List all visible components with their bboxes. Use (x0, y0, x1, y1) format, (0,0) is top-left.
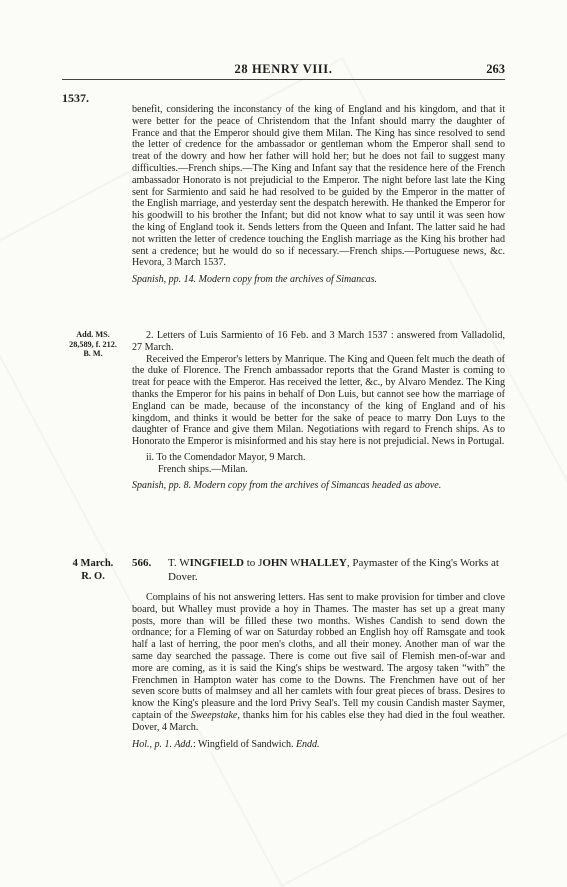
title-to-first-rest: OHN (262, 557, 288, 569)
title-to: to (246, 557, 256, 569)
entry-b-sub-2: French ships.—Milan. (158, 463, 248, 475)
entry-566-add-text: : Wingfield of Sandwich. (192, 738, 294, 750)
title-to-last-rest: HALLEY (300, 557, 347, 569)
ship-name: Sweepstake (190, 709, 238, 721)
year-marker: 1537. (62, 91, 89, 105)
source-archive-b: Modern copy from the archives of Simancas headed as above. (193, 479, 442, 491)
entry-566-body (132, 592, 505, 751)
entry-566-source (132, 739, 505, 751)
entry-continuation (132, 104, 505, 286)
entry-566-endd: Endd. (295, 738, 320, 750)
title-to-last-initial: W (289, 557, 301, 569)
entry-566-number: 566. (132, 557, 152, 569)
entry-continuation-text: benefit, considering the inconstancy of the king of England and his kingdom, and that it were better for the peace of Christendom that the Infant should marry the daughter of France and that the Emperor should give them Milan. The King has since resolved to send the letter of credence for the ambassador or gentleman whom the Emperor shall send to treat of the dowry and how her father will hold her; but he does not fail to suggest many difficulties.—French ships.—The King and Infant say that the residence here of the French ambassador Honorato is not prejudicial to the Emperor. The night before last late the King sent for Sarmiento and said he had resolved to be guided by the Emperor in the matter of the English marriage, and yesterday sent the despatch herewith. He thanked the Emperor for his goodwill to his brother the Infant; but did not know what to say until it was seen how the king of England took it. Sends letters from the Queen and Infant. The latter said he had not written the letter of credence touching the English marriage as the King his brother had sent a credence; but he would do so if necessary.—French ships.—Portuguese news, &c. Hevora, 3 March 1537. (132, 104, 505, 269)
title-tail: , Paymaster of the King's Works at Dover. (168, 557, 499, 583)
running-head: 28 HENRY VIII. (234, 62, 333, 76)
entry-566-title (168, 557, 506, 584)
entry-b-text: Received the Emperor's letters by Manrique. The King and Queen felt much the death of the duke of Florence. The French ambassador reports that the Grand Master is coming to treat for peace with the Emperor. Has received the letter, &c., by Alvaro Mendez. The King thanks the Emperor for his pains in behalf of Don Luis, but cannot see how the marriage of England can be made, because of the inconstancy of the king of England and of his kingdom, and thinks it would be better for the sake of peace to marry Don Luys to the daughter of France and give them Milan. Negotiations with regard to French ships. As to Honorato the Emperor is misinformed and his stay here is not prejudicial. News in Portugal. (132, 353, 505, 448)
page-number: 263 (486, 62, 505, 76)
entry-566-text-1: Complains of his not answering letters. Has sent to make provision for timber and clove board, but Whalley must provide a hoy in Thames. The master has set up a great many posts, more than will be filled these two months. Wishes Candish to send down the ordnance; for a Fleming of war on Saturday robbed an English hoy off Ramsgate and took half a last of herring, the poor men's cloths, and all their money. Another man of war the same day searched the passage. There is come out five sail of Flemish men-of-war and more are coming, as it is said the King's ships be westward. The argosy taken “with” the Frenchmen in Hampton water has come to the Downs. The Frenchmen have out of her seven score butts of malmsey and all her camlets with four great pieces of brass. Desires to know the King's pleasure and the lord Privy Seal's. Tell my cousin Candish master Saymer, captain of the (132, 592, 505, 721)
margin-reference-b (58, 330, 128, 359)
entry-566-text-2: , thanks him for his cables else they had died in the foul weather. Dover, 4 March. (132, 709, 505, 733)
margin-ref-line: B. M. (83, 349, 103, 358)
source-lang-a: Spanish, pp. 14. (132, 274, 197, 286)
entry-566-text (132, 592, 505, 734)
source-note-b (132, 480, 505, 492)
entry-566-repository: R. O. (81, 571, 105, 582)
entry-b-sub-1: ii. To the Comendador Mayor, 9 March. (146, 451, 306, 463)
entry-566-add-label: Add. (174, 738, 193, 750)
entry-letters-sarmiento (132, 330, 505, 492)
header-rule (62, 79, 505, 80)
entry-566-date: 4 March. (72, 558, 114, 569)
entry-566-hol: Hol., p. 1. (132, 738, 172, 750)
entry-566-margin (58, 557, 128, 583)
entry-b-heading: 2. Letters of Luis Sarmiento of 16 Feb. and 3 March 1537 : answered from Valladolid, 27 March. (132, 330, 505, 353)
margin-ref-line: Add. MS. (76, 330, 110, 339)
title-from-initial: T. W (168, 557, 190, 569)
title-to-initial: J (258, 557, 263, 569)
title-from-rest: INGFIELD (189, 557, 244, 569)
source-note-a (132, 274, 505, 286)
source-lang-b: Spanish, pp. 8. (132, 479, 192, 491)
source-archive-a: Modern copy from the archives of Simancas. (198, 274, 378, 286)
margin-ref-line: 28,589, f. 212. (69, 339, 117, 349)
